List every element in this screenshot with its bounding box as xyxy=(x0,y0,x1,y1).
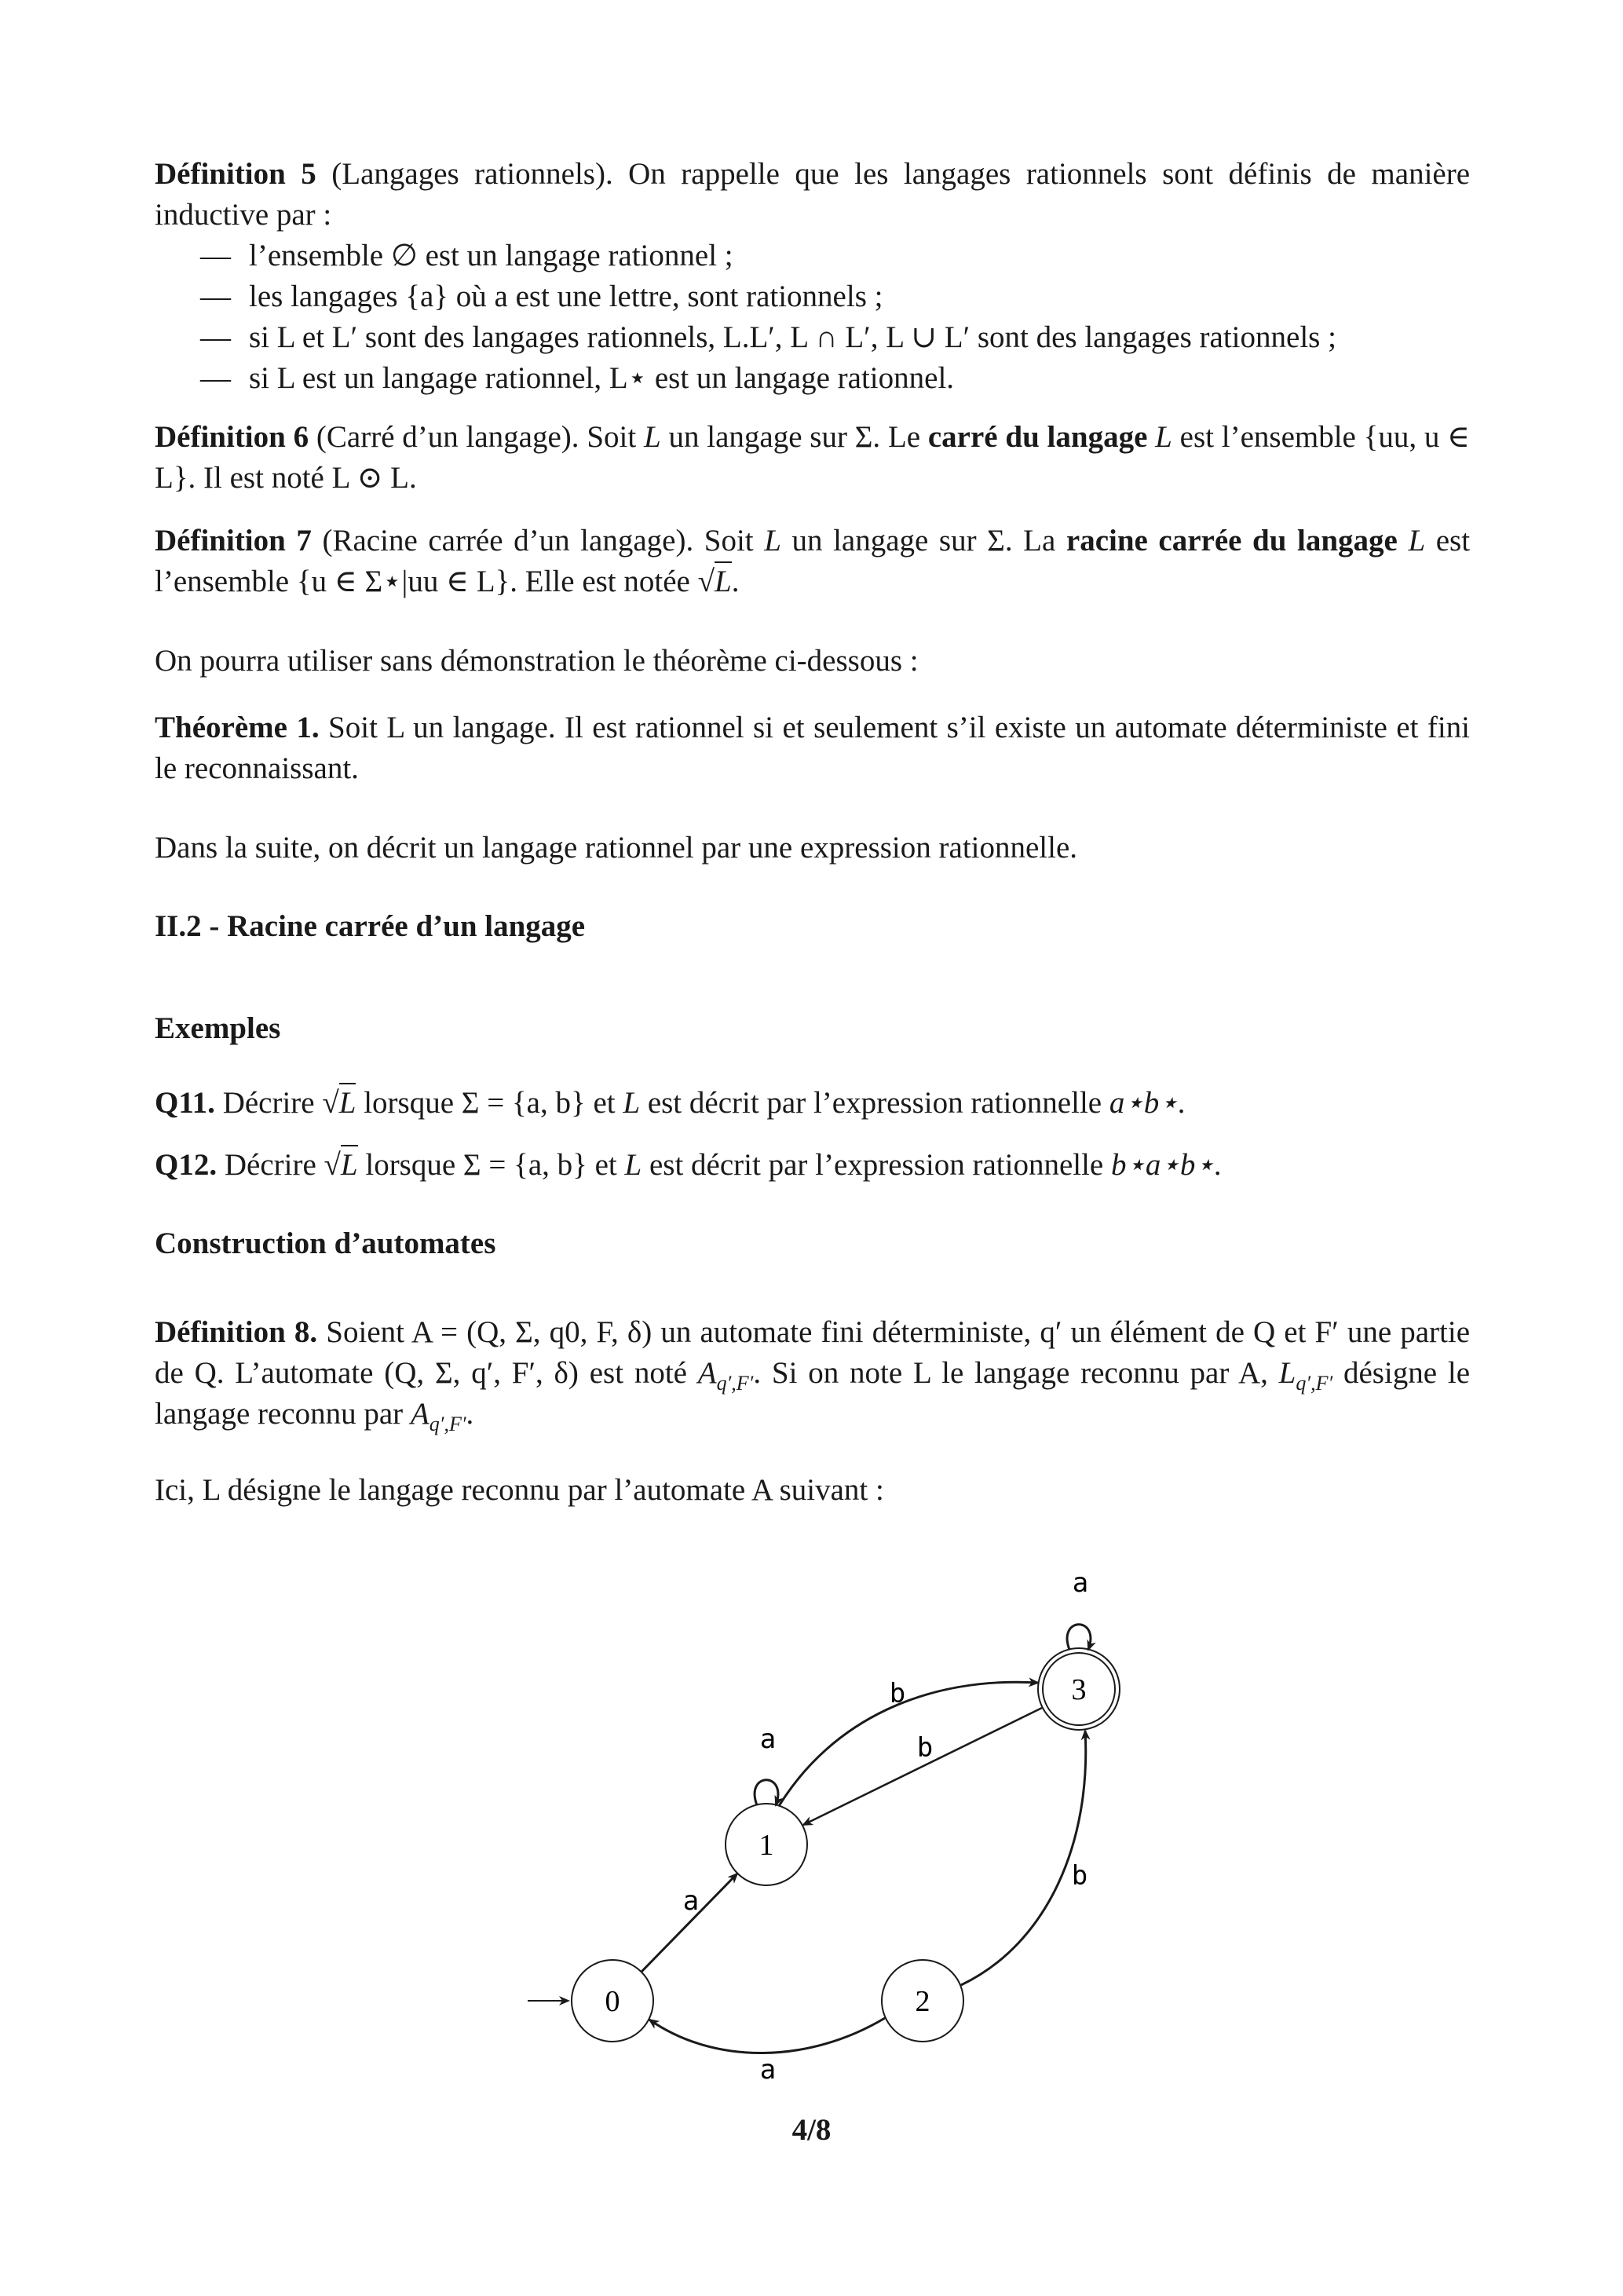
q12-expr: b⋆a⋆b⋆. xyxy=(1111,1148,1223,1182)
intro-theorem: On pourra utiliser sans démonstration le théorème ci-dessous : xyxy=(155,644,919,678)
theorem1-label: Théorème 1. xyxy=(155,711,320,744)
edge-3-to-1-label: b xyxy=(916,1732,934,1764)
construction-title: Construction d’automates xyxy=(155,1227,496,1260)
state-1 xyxy=(726,1804,807,1885)
def6-var-L2: L xyxy=(1155,420,1172,454)
def8-text-2: . Si on note L le langage reconnu par A, xyxy=(753,1356,1268,1390)
q11-text-1: Décrire xyxy=(222,1086,315,1120)
loop-1-label: a xyxy=(759,1724,777,1755)
definition-8: Définition 8. Soient A = (Q, Σ, q0, F, δ) un automate fini déterministe, q′ un élément de Q et F′ une partie de Q. L’automate (Q, Σ, q′, F′, δ) est noté $A_{q',F'}$. Si on note L le langage reconnu par A, $L_{q',F'}$ désigne le langage reconnu par $A_{q',F'}$. xyxy=(155,1315,1471,1435)
state-1-label: 1 xyxy=(758,1829,774,1862)
def6-text-2: un langage sur Σ. Le xyxy=(668,420,921,454)
def5-label: Définition 5 xyxy=(155,157,316,191)
loop-1 xyxy=(755,1780,778,1805)
def5-item-1: — l’ensemble ∅ est un langage rationnel ; xyxy=(200,236,1515,276)
def6-text-3: est l’ensemble xyxy=(1179,420,1356,454)
def6-text-4: {uu, u ∈ L}. Il est noté L ⊙ L. xyxy=(155,420,1471,495)
def7-title: (Racine carrée d’un langage). xyxy=(322,524,694,558)
theorem1-text: Soit L un langage. Il est rationnel si et seulement s’il existe un automate déterministe et fini le reconnaissant. xyxy=(155,711,1470,785)
q12-label: Q12. xyxy=(155,1148,217,1182)
def7-bold: racine carrée du langage xyxy=(1066,524,1398,558)
def8-text-1: Soient A = (Q, Σ, q0, F, δ) un automate fini déterministe, q′ un élément de Q et F′ une partie de Q. L’automate (Q, Σ, q′, F′, δ) est noté xyxy=(155,1315,1471,1390)
def7-sqrt-L: √L. xyxy=(698,561,740,598)
q12-text-3: est décrit par l’expression rationnelle xyxy=(649,1148,1104,1182)
def5-item-3: — si L et L′ sont des langages rationnels, L.L′, L ∩ L′, L ∪ L′ sont des langages rationnels ; xyxy=(200,317,1515,358)
def7-var-L2: L xyxy=(1408,524,1426,558)
edge-2-to-0 xyxy=(649,2018,885,2053)
q12-sqrt-L: √L xyxy=(324,1145,358,1182)
def8-A-sub: $A_{q',F'}$ xyxy=(697,1356,754,1395)
examples-title: Exemples xyxy=(155,1011,281,1045)
def7-var-L: L xyxy=(764,524,781,558)
def7-text-2: un langage sur Σ. La xyxy=(791,524,1056,558)
edge-2-to-3-label: b xyxy=(1071,1860,1088,1892)
q11-text-3: est décrit par l’expression rationnelle xyxy=(647,1086,1102,1120)
def6-title: (Carré d’un langage). xyxy=(316,420,579,454)
def6-label: Définition 6 xyxy=(155,420,309,454)
edge-1-to-3 xyxy=(779,1682,1038,1806)
q11-var-L: L xyxy=(623,1086,641,1120)
def6-var-L: L xyxy=(643,420,661,454)
def5-intro: On rappelle que les langages rationnels sont définis de manière inductive par : xyxy=(155,157,1471,232)
def8-label: Définition 8. xyxy=(155,1315,318,1349)
def6-text-1: Soit xyxy=(587,420,637,454)
state-3-label: 3 xyxy=(1071,1673,1087,1706)
q12-var-L: L xyxy=(624,1148,642,1182)
def7-label: Définition 7 xyxy=(155,524,312,558)
state-0-label: 0 xyxy=(605,1985,620,2018)
q12-text-2: lorsque Σ = {a, b} et xyxy=(365,1148,617,1182)
def7-text-3: est l’ensemble {u ∈ Σ⋆|uu ∈ L}. Elle est notée xyxy=(155,524,1471,598)
def8-A-sub-2: $A_{q',F'}$ xyxy=(410,1397,466,1435)
q11-expr: a⋆b⋆. xyxy=(1109,1086,1186,1120)
state-3-final xyxy=(1038,1648,1120,1730)
edge-3-to-1 xyxy=(803,1708,1042,1825)
def8-L-sub: $L_{q',F'}$ xyxy=(1278,1356,1333,1395)
q11-label: Q11. xyxy=(155,1086,215,1120)
q11-sqrt-L: √L xyxy=(322,1083,356,1120)
page-number: 4/8 xyxy=(791,2113,832,2147)
edge-0-to-1-label: a xyxy=(682,1885,700,1917)
section-title: II.2 - Racine carrée d’un langage xyxy=(155,909,586,943)
def6-bold: carré du langage xyxy=(927,420,1148,454)
q11-text-2: lorsque Σ = {a, b} et xyxy=(364,1086,616,1120)
def8-text-3: désigne le langage reconnu par xyxy=(155,1356,1471,1431)
loop-3-label: a xyxy=(1072,1567,1089,1599)
suite-text: Dans la suite, on décrit un langage rationnel par une expression rationnelle. xyxy=(155,831,1078,865)
def5-item-2: — les langages {a} où a est une lettre, sont rationnels ; xyxy=(200,276,1515,317)
state-2-label: 2 xyxy=(915,1985,930,2018)
edge-2-to-3 xyxy=(961,1731,1086,1985)
edge-1-to-3-label: b xyxy=(889,1678,906,1709)
edge-2-to-0-label: a xyxy=(759,2054,777,2086)
state-2 xyxy=(882,1960,963,2042)
def5-title: (Langages rationnels). xyxy=(331,157,613,191)
loop-3 xyxy=(1067,1625,1091,1650)
state-0 xyxy=(572,1960,653,2042)
automaton-intro: Ici, L désigne le langage reconnu par l’automate A suivant : xyxy=(155,1473,884,1507)
def7-text-1: Soit xyxy=(704,524,754,558)
def5-item-4: — si L est un langage rationnel, L⋆ est un langage rationnel. xyxy=(200,358,1515,399)
q12-text-1: Décrire xyxy=(224,1148,316,1182)
